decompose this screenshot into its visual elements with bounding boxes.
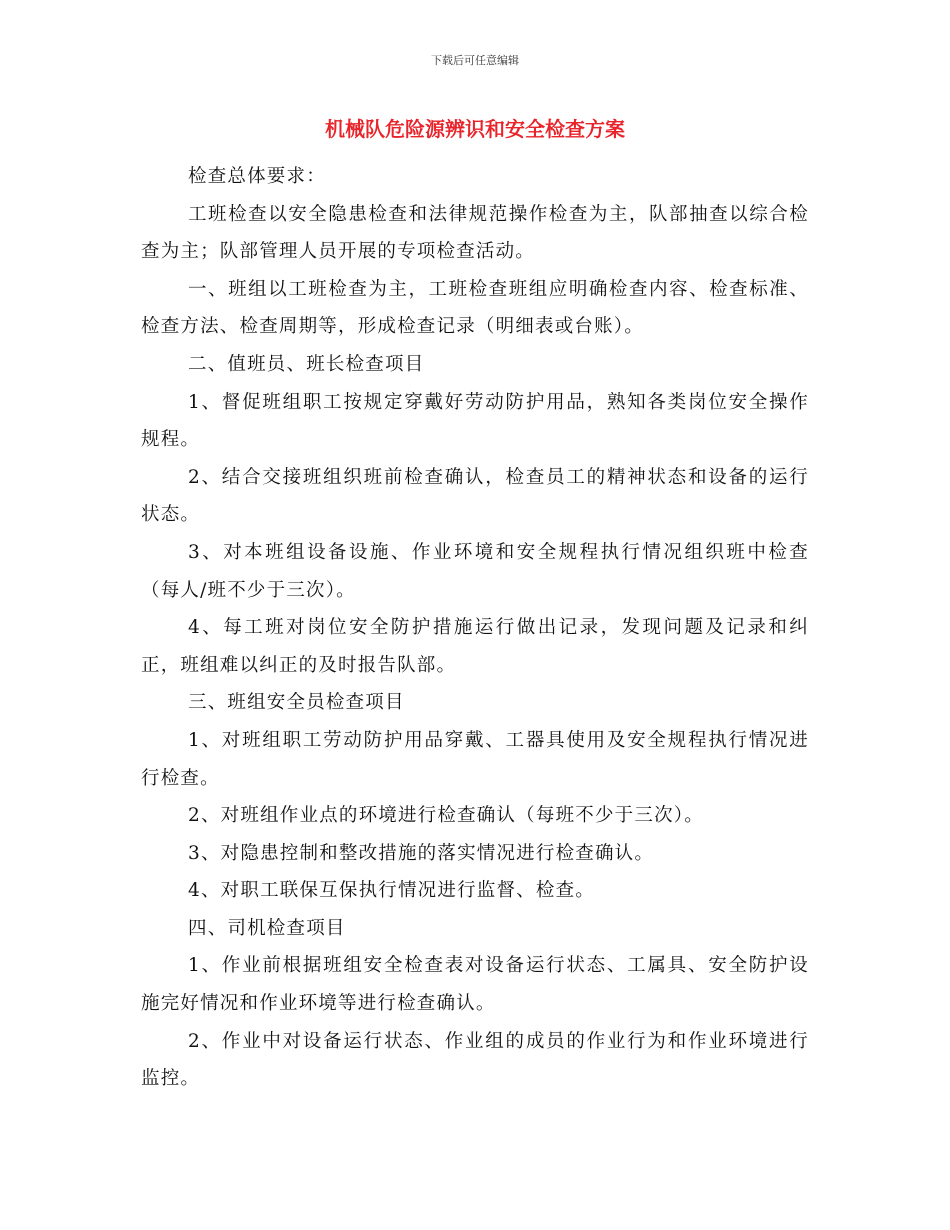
paragraph-section-4-item-1: 1、作业前根据班组安全检查表对设备运行状态、工属具、安全防护设施完好情况和作业环境等进行检查确认。 — [141, 955, 809, 1015]
paragraph-general-requirements-heading: 检查总体要求： — [188, 166, 326, 187]
paragraph-section-2-item-1: 1、督促班组职工按规定穿戴好劳动防护用品，熟知各类岗位安全操作规程。 — [141, 391, 809, 451]
document-body — [141, 158, 809, 1098]
paragraph-section-2-heading: 二、值班员、班长检查项目 — [188, 353, 425, 375]
paragraph-section-3-item-2: 2、对班组作业点的环境进行检查确认（每班不少于三次）。 — [188, 805, 704, 827]
paragraph-section-4-heading: 四、司机检查项目 — [188, 917, 346, 939]
paragraph-section-2-item-4: 4、每工班对岗位安全防护措施运行做出记录，发现问题及记录和纠正，班组难以纠正的及时报告队部。 — [141, 617, 809, 676]
paragraph-section-3-item-1: 1、对班组职工劳动防护用品穿戴、工器具使用及安全规程执行情况进行检查。 — [141, 729, 809, 789]
paragraph-section-4-item-2: 2、作业中对设备运行状态、作业组的成员的作业行为和作业环境进行监控。 — [141, 1030, 809, 1090]
paragraph-section-3-heading: 三、班组安全员检查项目 — [188, 692, 405, 714]
document-title: 机械队危险源辨识和安全检查方案 — [325, 117, 625, 141]
paragraph-section-2-item-2: 2、结合交接班组织班前检查确认，检查员工的精神状态和设备的运行状态。 — [141, 466, 809, 526]
paragraph-section-2-item-3: 3、对本班组设备设施、作业环境和安全规程执行情况组织班中检查（每人/班不少于三次）。 — [141, 541, 809, 601]
paragraph-section-1: 一、班组以工班检查为主，工班检查班组应明确检查内容、检查标准、检查方法、检查周期等，形成检查记录（明细表或台账）。 — [141, 278, 809, 338]
paragraph-section-3-item-3: 3、对隐患控制和整改措施的落实情况进行检查确认。 — [188, 842, 655, 864]
paragraph-general-requirements: 工班检查以安全隐患检查和法律规范操作检查为主，队部抽查以综合检查为主；队部管理人员开展的专项检查活动。 — [141, 203, 809, 263]
page-header-note: 下载后可任意编辑 — [431, 54, 519, 67]
paragraph-section-3-item-4: 4、对职工联保互保执行情况进行监督、检查。 — [188, 880, 595, 902]
